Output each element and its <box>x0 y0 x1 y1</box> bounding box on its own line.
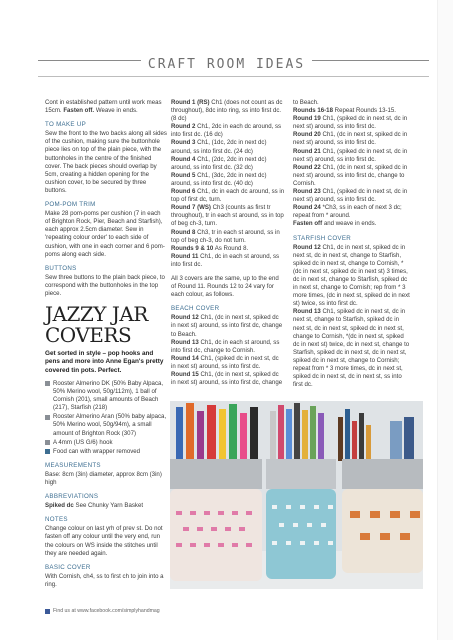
starfish-round-list <box>293 244 411 390</box>
material-text: A 4mm (US G/6) hook <box>53 438 113 446</box>
material-item <box>45 439 167 447</box>
round-item <box>171 139 285 155</box>
round-label: Round 23 <box>293 188 321 196</box>
round-label: Round 2 <box>171 123 196 131</box>
round-item <box>293 107 411 115</box>
abbreviations-heading: ABBREVIATIONS <box>45 493 99 501</box>
intro-bold: Fasten off. <box>63 107 95 115</box>
covers-note: All 3 covers are the same, up to the end of Round 11. Rounds 12 to 24 vary for each colour, as follows. <box>171 274 279 299</box>
round-item <box>171 204 285 228</box>
round-label: Round 13 <box>171 338 199 346</box>
material-item <box>45 380 167 412</box>
fasten-rest: and weave in ends. <box>323 220 377 228</box>
section-header <box>0 55 453 73</box>
round-item <box>171 339 285 355</box>
round-text: Ch1, dc in next st, spiked dc in next st, dc in next st, change to Starfish, spiked dc in next st, change to Cornish, *(dc in next st, spiked dc in next st) 3 times, dc in next st, change to Starfish, spiked dc in next st, change to Cornish; rep from * 3 more times, (dc in next st, spiked dc in next st) twice, ss into first dc. <box>293 243 410 308</box>
round-item <box>293 131 411 147</box>
column-left <box>45 99 167 595</box>
make-up-text: Sew the front to the two backs along all sides of the cushion, making sure the buttonhole piece lies on top of the plain piece, with the buttonholes in the centre of the finished cover. The back pieces should overlap by 5cm, creating a hidden opening for the cushion cover, to be secured by three buttons. <box>45 130 167 194</box>
measurements-heading: MEASUREMENTS <box>45 461 101 469</box>
abbreviations-text <box>45 502 167 510</box>
round-text: As Round 8. <box>214 244 249 252</box>
column-right <box>293 99 411 389</box>
round-item <box>293 164 411 188</box>
round-item <box>171 156 285 172</box>
round-text: Ch1, (spiked dc in next st, dc in next st) around, ss into first dc. <box>293 147 408 163</box>
round-label: Round 13 <box>293 308 321 316</box>
round-label: Round 22 <box>293 163 321 171</box>
pompom-heading: POM-POM TRIM <box>45 201 96 209</box>
round-item <box>293 115 411 131</box>
project-title: JAZZY JAR COVERS <box>45 302 148 348</box>
round-text: Ch3 (counts as first tr throughout), tr in each st around, ss in top of beg ch-3, turn. <box>171 204 284 228</box>
round-label: Round 7 (WS) <box>171 204 211 212</box>
round-text: Repeat Rounds 13-15. <box>334 107 396 115</box>
materials-list <box>45 380 167 456</box>
round-text: Ch3, tr in each st around, ss in top of beg ch-3, do not turn. <box>171 228 280 244</box>
round-item <box>171 123 285 139</box>
round-item <box>171 355 285 371</box>
round-item <box>171 245 285 253</box>
round-label: Round 12 <box>171 314 199 322</box>
round-item <box>293 188 411 204</box>
pompom-text: Make 28 pom-poms per cushion (7 in each of Brighton Rock, Pier, Beach and Starfish), each approx 2.5cm diameter. Sew in 'repeating colour order' to each side of cushion, with one in each corner and 6 pom-poms along each side. <box>45 210 165 258</box>
round-text: Ch1, (dc in next st, spiked dc in next st) around, ss into first dc, change to Beach. <box>171 314 283 338</box>
fasten-bold: Fasten off <box>293 220 323 228</box>
facebook-icon <box>45 609 50 614</box>
header-rule-bottom <box>38 76 429 77</box>
abbrev-definition: See Chunky Yarn Basket <box>75 502 144 510</box>
beach-cover-heading: BEACH COVER <box>171 305 220 313</box>
round-text: Ch1, spiked dc in next st, dc in next st, change to Starfish, spiked dc in next st, dc in next st, spiked dc in next st, change to Cornish, *(dc in next st, spiked dc in next st) twice, dc in next st, change to Starfish, spiked dc in next st, dc in next st, spiked dc in next st, change to Cornish; repeat from * 3 more times, dc in next st, spiked dc in next st, dc in next st, ss into first dc. <box>293 308 410 389</box>
jar-covers-photo <box>170 401 423 589</box>
round-text: Ch1, dc in each st around, ss into first dc, change to Cornish. <box>171 338 280 354</box>
project-lead: Get sorted in style – pop hooks and pens and more into Anne Egan's pretty covered tin pots. Perfect. <box>45 350 164 374</box>
intro-text: Cont in established pattern until work meas 15cm. <box>45 99 162 115</box>
round-list <box>171 99 285 269</box>
beach-round-list <box>171 314 285 387</box>
round-item <box>171 229 285 245</box>
footer-text[interactable]: Find us at www.facebook.com/simplyhandmag <box>53 608 160 614</box>
round-text: Ch1, (dc in next st, spiked dc in next st) around, ss into first dc, change to Cornish. <box>293 163 408 187</box>
round-item <box>171 371 285 387</box>
jar-covers-illustration <box>170 401 423 589</box>
round-label: Rounds 9 & 10 <box>171 244 214 252</box>
section-title: CRAFT ROOM IDEAS <box>141 57 312 72</box>
basic-cover-text: With Cornish, ch4, ss to first ch to join into a ring. <box>45 572 164 588</box>
column-middle <box>171 99 285 387</box>
material-item <box>45 413 167 437</box>
bullet-square-icon <box>45 449 50 454</box>
measurements-text: Base: 8cm (3in) diameter, approx 8cm (3in) high <box>45 470 162 486</box>
bullet-square-icon <box>45 415 50 420</box>
round-text: Ch1, (3dc, 2dc in next dc) around, ss into first dc. (40 dc) <box>171 171 267 187</box>
facebook-footer <box>45 608 160 614</box>
continued-text: to Beach. <box>293 99 319 106</box>
round-text: Ch1, dc in each dc around, ss in top of first dc, turn. <box>171 188 285 204</box>
round-label: Round 6 <box>171 188 196 196</box>
round-label: Round 1 (RS) <box>171 99 210 106</box>
round-label: Round 4 <box>171 155 196 163</box>
buttons-heading: BUTTONS <box>45 264 77 272</box>
round-item <box>171 99 285 123</box>
round-label: Round 8 <box>171 228 196 236</box>
round-text: Ch1, (spiked dc in next st, dc in next st) around, ss into first dc. <box>293 188 408 204</box>
intro-paragraph <box>45 99 167 115</box>
material-text: Rooster Almerino DK (50% Baby Alpaca, 50% Merino wool, 50g/112m), 1 ball of Cornish (201), small amounts of Beach (217), Starfish (218) <box>53 379 164 412</box>
round-item <box>293 204 411 220</box>
notes-text: Change colour on last yrh of prev st. Do not fasten off any colour until the very end, run the colours on WS inside the stitches until they are needed again. <box>45 525 163 557</box>
basic-cover-heading: BASIC COVER <box>45 563 91 571</box>
round-text: *Ch3, ss in each of next 3 dc; repeat from * around. <box>293 204 402 220</box>
round-label: Rounds 16-18 <box>293 107 333 115</box>
make-up-heading: TO MAKE UP <box>45 121 87 129</box>
bullet-square-icon <box>45 440 50 445</box>
round-label: Round 20 <box>293 131 321 139</box>
material-text: Rooster Almerino Aran (50% baby alpaca, 50% Merino wool, 50g/94m), a small amount of Brighton Rock (307) <box>53 413 167 437</box>
notes-heading: NOTES <box>45 516 68 524</box>
round-label: Round 14 <box>171 354 199 362</box>
round-label: Round 5 <box>171 171 196 179</box>
round-item <box>293 148 411 164</box>
round-text: Ch1, 2dc in each dc around, ss into first dc. (16 dc) <box>171 123 282 139</box>
round-text: Ch1, (dc in next st, spiked dc in next st) around, ss into first dc. <box>293 131 408 147</box>
round-label: Round 24 <box>293 204 321 212</box>
round-text: Ch1, (spiked dc in next st, dc in next st) around, ss into first dc. <box>171 354 279 370</box>
material-item <box>45 448 167 456</box>
round-label: Round 11 <box>171 252 199 260</box>
fasten-off-text <box>293 220 411 228</box>
round-item <box>171 188 285 204</box>
round-item <box>171 172 285 188</box>
round-text: Ch1, (dc in next st, spiked dc in next st) around, ss into first dc, change <box>171 371 283 387</box>
intro-end: Weave in ends. <box>95 107 138 115</box>
round-text: Ch1, (spiked dc in next st, dc in next st) around, ss into first dc. <box>293 115 408 131</box>
starfish-cover-heading: STARFISH COVER <box>293 234 352 242</box>
round-label: Round 12 <box>293 243 321 251</box>
round-item <box>293 244 411 309</box>
round-list <box>293 107 411 220</box>
buttons-text: Sew three buttons to the plain back piece, to correspond with the buttonholes in the top piece. <box>45 273 165 297</box>
round-text: Ch1 (does not count as dc throughout), 8dc into ring, ss into first dc. (8 dc) <box>171 99 283 123</box>
round-item <box>171 314 285 338</box>
round-label: Round 15 <box>171 371 199 378</box>
round-item <box>171 253 285 269</box>
page-edge <box>437 0 453 640</box>
round-text: Ch1, dc in each st around, ss into first dc. <box>171 252 280 268</box>
round-item <box>293 308 411 389</box>
material-text: Food can with wrapper removed <box>53 447 141 455</box>
round-label: Round 21 <box>293 147 321 155</box>
round-label: Round 19 <box>293 115 321 123</box>
round-text: Ch1, (1dc, 2dc in next dc) around, ss into first dc. (24 dc) <box>171 139 267 155</box>
round-label: Round 3 <box>171 139 196 147</box>
abbrev-term: Spiked dc <box>45 502 74 510</box>
round-text: Ch1, (2dc, 2dc in next dc) around, ss into first dc. (32 dc) <box>171 155 267 171</box>
bullet-square-icon <box>45 381 50 386</box>
